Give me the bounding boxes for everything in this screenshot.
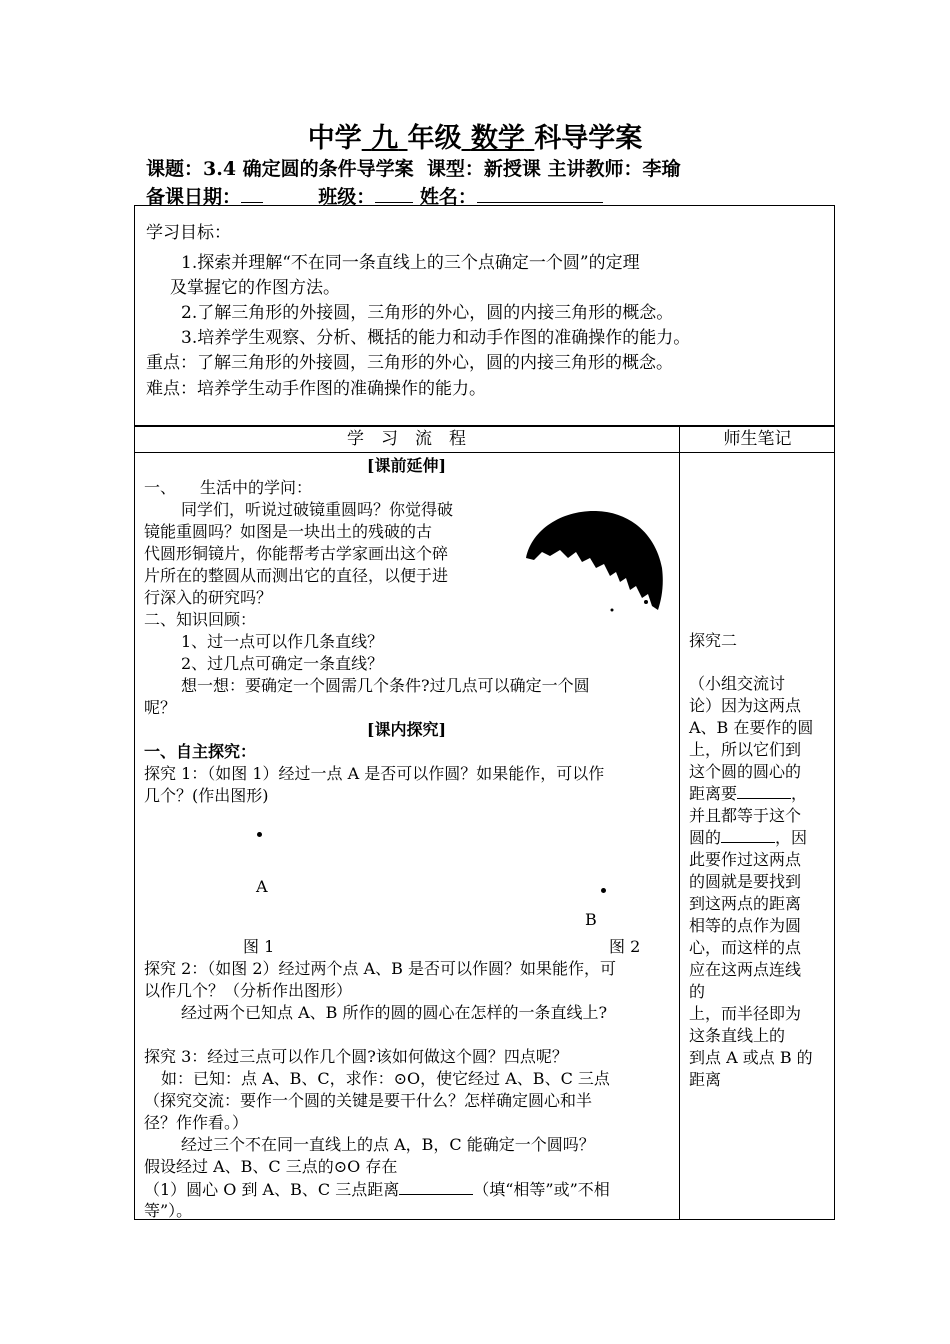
figure-2-caption: 图 2 xyxy=(609,937,641,956)
note-line: 上，所以它们到 xyxy=(689,740,802,759)
note-title: 探究二 xyxy=(689,631,738,650)
point-a-dot xyxy=(257,832,262,837)
story-line: 片所在的整圆从而测出它的直径，以便于进 xyxy=(144,566,449,585)
note-line: 的圆就是要找到 xyxy=(689,872,802,891)
section-life: 一、 生活中的学问： xyxy=(144,478,313,497)
goal-3: 3.培养学生观察、分析、概括的能力和动手作图的准确操作的能力。 xyxy=(181,328,691,348)
note-line: 心，而这样的点 xyxy=(689,938,802,957)
review-q3: 想一想：要确定一个圆需几个条件?过几点可以确定一个圆 xyxy=(181,676,590,695)
note-line: 距离要 ， xyxy=(689,784,808,803)
note-line: 这个圆的圆心的 xyxy=(689,762,802,781)
note-line: 应在这两点连线 xyxy=(689,960,802,979)
column-divider xyxy=(679,426,680,1220)
explore-3-question: 经过三个不在同一直线上的点 A，B，C 能确定一个圆吗？ xyxy=(181,1135,595,1154)
fill-blank-1[interactable] xyxy=(399,1178,473,1195)
note-line: 上，而半径即为 xyxy=(689,1004,802,1023)
explore-2-cont: 以作几个？（分析作出图形） xyxy=(144,981,353,1000)
note-line: 到这两点的距离 xyxy=(689,894,802,913)
note-line: 此要作过这两点 xyxy=(689,850,802,869)
review-q3-cont: 呢？ xyxy=(144,698,177,717)
story-line: 同学们，听说过破镜重圆吗？你觉得破 xyxy=(181,500,454,519)
explore-3-fill: （1）圆心 O 到 A、B、C 三点距离 （填“相等”或”不相 xyxy=(144,1180,610,1199)
difficult-point: 难点：培养学生动手作图的准确操作的能力。 xyxy=(146,379,486,399)
explore-3-assume: 假设经过 A、B、C 三点的⊙O 存在 xyxy=(144,1157,398,1176)
goal-1: 1.探索并理解“不在同一条直线上的三个点确定一个圆”的定理 xyxy=(181,253,640,273)
note-blank-1[interactable] xyxy=(737,784,791,799)
note-line: 这条直线上的 xyxy=(689,1026,786,1045)
broken-mirror-image xyxy=(524,506,664,614)
page-title: 中学 九 年级 数学 科导学案 xyxy=(307,123,643,154)
goal-1-cont: 及掌握它的作图方法。 xyxy=(170,278,340,298)
note-line: 圆的 ，因 xyxy=(689,828,808,847)
figure-1-caption: 图 1 xyxy=(243,937,275,956)
explore-2-question: 经过两个已知点 A、B 所作的圆的圆心在怎样的一条直线上? xyxy=(181,1003,608,1022)
explore-3: 探究 3：经过三点可以作几个圆?该如何做这个圆？四点呢？ xyxy=(144,1047,568,1066)
lesson-header xyxy=(146,154,681,181)
notes-header: 师生笔记 xyxy=(723,429,792,449)
meta-line: 备课日期： 班级： 姓名： xyxy=(146,182,603,209)
self-explore-heading: 一、自主探究： xyxy=(144,742,257,761)
explore-3-discuss-cont: 径？作作看。） xyxy=(144,1113,249,1132)
note-line: （小组交流讨 xyxy=(689,674,786,693)
goals-heading: 学习目标： xyxy=(146,223,231,243)
explore-1-cont: 几个？(作出图形) xyxy=(144,786,269,805)
note-line: 的 xyxy=(689,982,706,1001)
review-q2: 2、过几点可确定一条直线？ xyxy=(181,654,384,673)
pre-class-heading: [课前延伸] xyxy=(366,456,447,475)
point-b-label: B xyxy=(585,910,597,929)
note-line: 相等的点作为圆 xyxy=(689,916,802,935)
note-line: 距离 xyxy=(689,1070,722,1089)
explore-2: 探究 2：（如图 2）经过两个点 A、B 是否可以作圆？如果能作，可 xyxy=(144,959,617,978)
lesson-type: 课型：新授课 主讲教师：李瑜 xyxy=(426,158,681,180)
explore-1: 探究 1：（如图 1）经过一点 A 是否可以作圆？如果能作，可以作 xyxy=(144,764,605,783)
header-divider xyxy=(134,452,835,453)
note-blank-2[interactable] xyxy=(721,828,775,843)
note-line: 论）因为这两点 xyxy=(689,696,802,715)
story-line: 代圆形铜镜片，你能帮考古学家画出这个碎 xyxy=(144,544,449,563)
story-line: 镜能重圆吗？如图是一块出土的残破的古 xyxy=(144,522,433,541)
review-q1: 1、过一点可以作几条直线？ xyxy=(181,632,384,651)
explore-3-example: 如：已知：点 A、B、C，求作：⊙O，使它经过 A、B、C 三点 xyxy=(161,1069,610,1088)
note-line: 并且都等于这个 xyxy=(689,806,802,825)
flow-header: 学 习 流 程 xyxy=(347,429,466,449)
in-class-heading: [课内探究] xyxy=(366,720,447,739)
note-line: 到点 A 或点 B 的 xyxy=(689,1048,813,1067)
section-review: 二、知识回顾： xyxy=(144,610,257,629)
key-point: 重点：了解三角形的外接圆，三角形的外心，圆的内接三角形的概念。 xyxy=(146,353,673,373)
explore-3-discuss: （探究交流：要作一个圆的关键是要干什么？怎样确定圆心和半 xyxy=(144,1091,593,1110)
point-b-dot xyxy=(601,888,606,893)
goal-2: 2.了解三角形的外接圆，三角形的外心，圆的内接三角形的概念。 xyxy=(181,303,674,323)
point-a-label: A xyxy=(256,877,268,896)
note-line: A、B 在要作的圆 xyxy=(689,718,814,737)
topic: 课题：3.4 确定圆的条件导学案 xyxy=(146,158,414,180)
explore-3-fill-cont: 等”）。 xyxy=(144,1201,193,1220)
story-line: 行深入的研究吗？ xyxy=(144,588,273,607)
